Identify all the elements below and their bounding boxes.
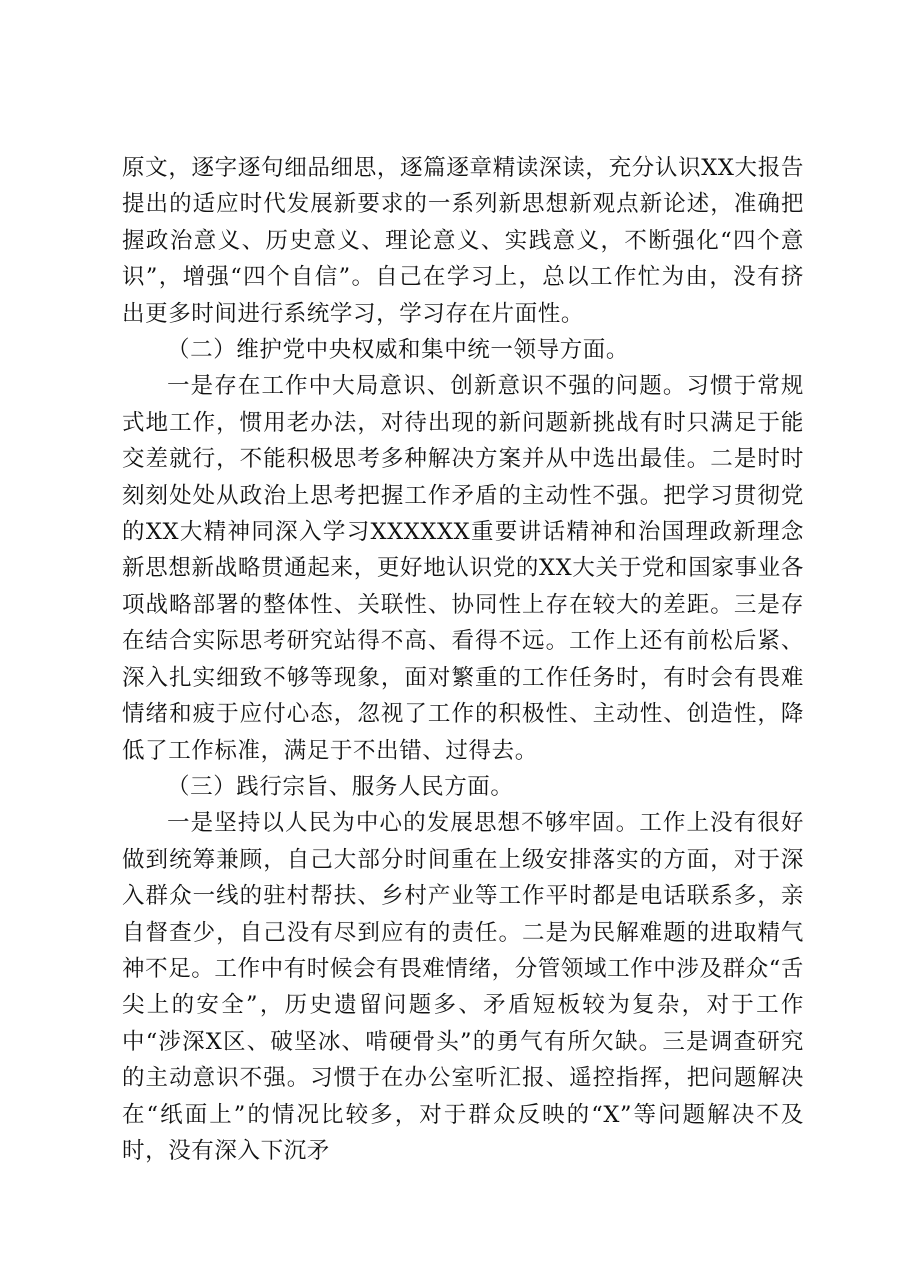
body-paragraph-section-2: 一是存在工作中大局意识、创新意识不强的问题。习惯于常规式地工作，惯用老办法，对待出现的新问题新挑战有时只满足于能交差就行，不能积极思考多种解决方案并从中选出最佳。二是时时刻刻处处从政治上思考把握工作矛盾的主动性不强。把学习贯彻党的XX大精神同深入学习XXXXXX重要讲话精神和治国理政新理念新思想新战略贯通起来，更好地认识党的XX大关于党和国家事业各项战略部署的整体性、关联性、协同性上存在较大的差距。三是存在结合实际思考研究站得不高、看得不远。工作上还有前松后紧、深入扎实细致不够等现象，面对繁重的工作任务时，有时会有畏难情绪和疲于应付心态，忽视了工作的积极性、主动性、创造性，降低了工作标准，满足于不出错、过得去。 <box>122 373 804 764</box>
document-body <box>122 150 804 1169</box>
body-paragraph-continuation: 原文，逐字逐句细品细思，逐篇逐章精读深读，充分认识XX大报告提出的适应时代发展新要求的一系列新思想新观点新论述，准确把握政治意义、历史意义、理论意义、实践意义，不断强化“四个意识”，增强“四个自信”。自己在学习上，总以工作忙为由，没有挤出更多时间进行系统学习，学习存在片面性。 <box>122 155 804 327</box>
section-heading-3: （三）践行宗旨、服务人民方面。 <box>167 773 514 800</box>
section-heading-2: （二）维护党中央权威和集中统一领导方面。 <box>167 337 630 364</box>
body-paragraph-section-3: 一是坚持以人民为中心的发展思想不够牢固。工作上没有很好做到统筹兼顾，自己大部分时间重在上级安排落实的方面，对于深入群众一线的驻村帮扶、乡村产业等工作平时都是电话联系多，亲自督查少，自己没有尽到应有的责任。二是为民解难题的进取精气神不足。工作中有时候会有畏难情绪，分管领域工作中涉及群众“舌尖上的安全”，历史遗留问题多、矛盾短板较为复杂，对于工作中“涉深X区、破坚冰、啃硬骨头”的勇气有所欠缺。三是调查研究的主动意识不强。习惯于在办公室听汇报、遥控指挥，把问题解决在“纸面上”的情况比较多，对于群众反映的“X”等问题解决不及时，没有深入下沉矛 <box>122 810 805 1164</box>
